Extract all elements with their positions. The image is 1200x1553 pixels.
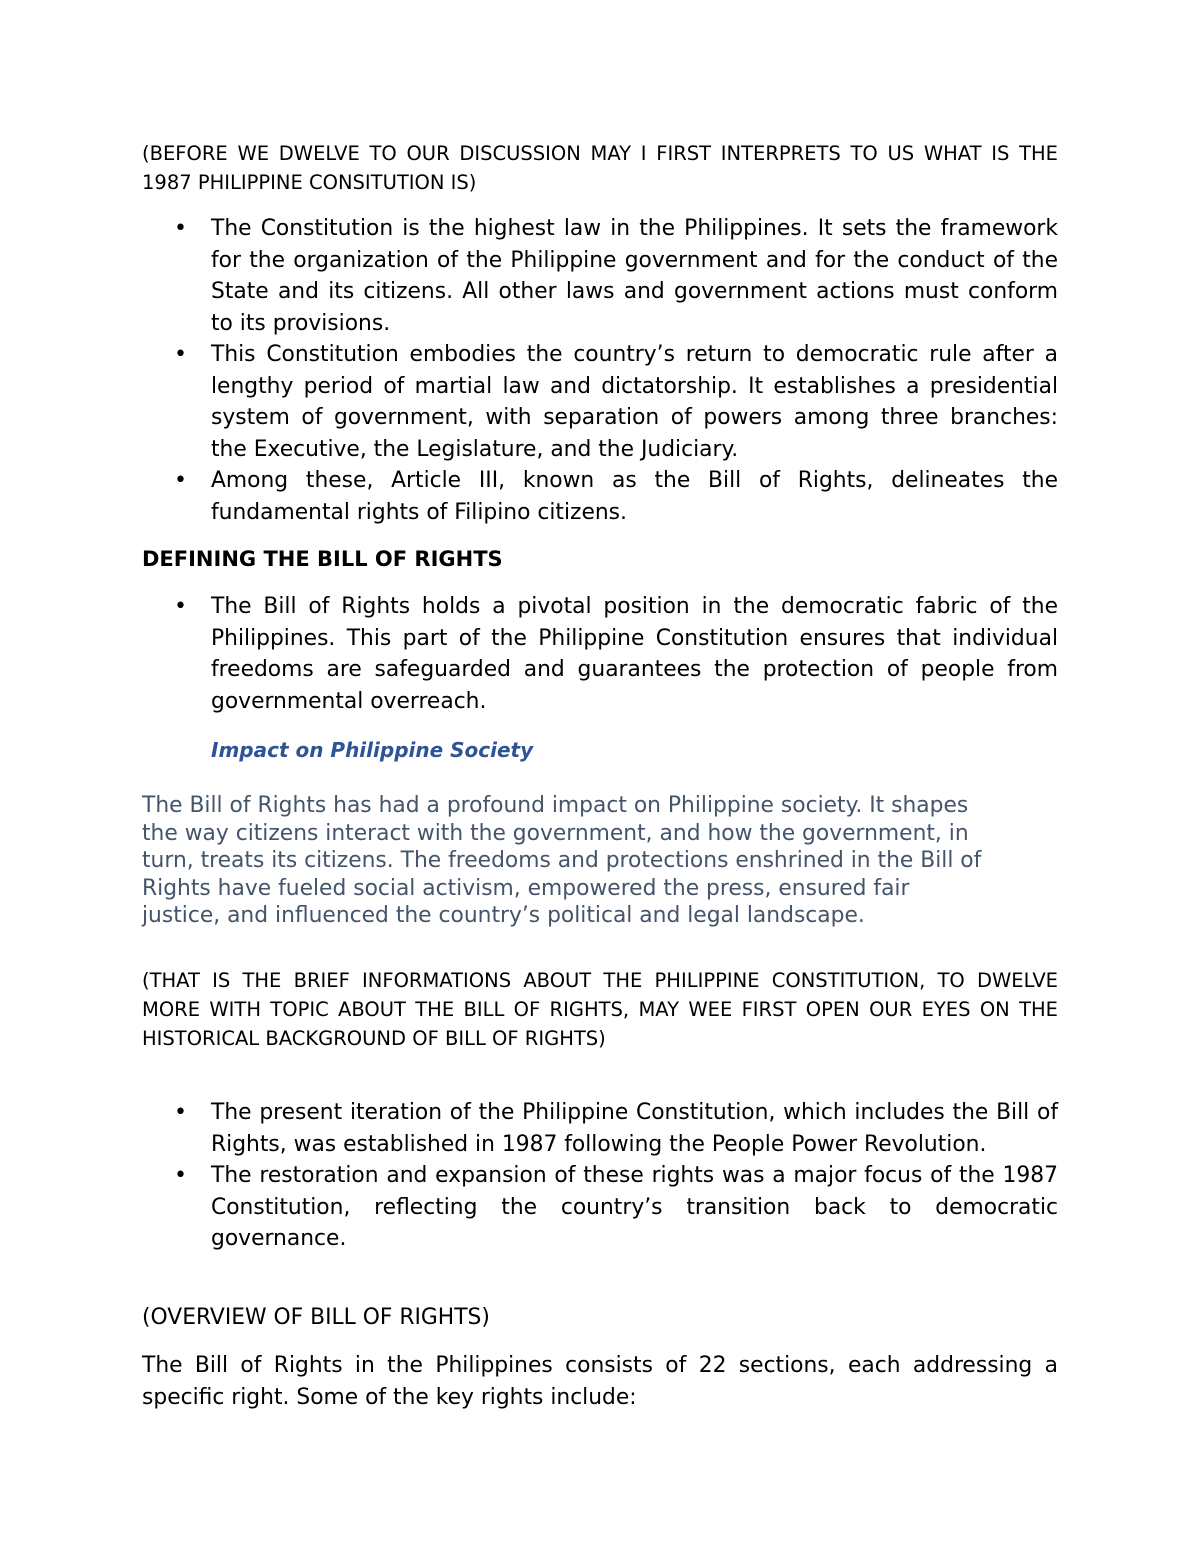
history-bullet-list bbox=[142, 1097, 1058, 1255]
transition-note: (THAT IS THE BRIEF INFORMATIONS ABOUT THE PHILIPPINE CONSTITUTION, TO DWELVE MORE WITH TOPIC ABOUT THE BILL OF RIGHTS, MAY WEE FIRST OPEN OUR EYES ON THE HISTORICAL BACKGROUND OF BILL OF RIGHTS) bbox=[142, 969, 1058, 1050]
bullet-icon: • bbox=[174, 216, 187, 241]
list-item bbox=[142, 1097, 1058, 1160]
list-item bbox=[142, 213, 1058, 339]
bullet-icon: • bbox=[174, 342, 187, 367]
bullet-icon: • bbox=[174, 594, 187, 619]
list-item bbox=[142, 1160, 1058, 1255]
intro-note: (BEFORE WE DWELVE TO OUR DISCUSSION MAY I FIRST INTERPRETS TO US WHAT IS THE 1987 PHILIPPINE CONSITUTION IS) bbox=[142, 142, 1058, 194]
impact-line: turn, treats its citizens. The freedoms and protections enshrined in the Bill of bbox=[142, 848, 982, 873]
impact-paragraph bbox=[142, 792, 1082, 930]
list-item bbox=[142, 339, 1058, 465]
list-item-text: This Constitution embodies the country’s return to democratic rule after a lengthy period of martial law and dictatorship. It establishes a presidential system of government, with separation of powers among three branches: the Executive, the Legislature, and the Judiciary. bbox=[211, 342, 1058, 462]
impact-line: justice, and influenced the country’s political and legal landscape. bbox=[142, 903, 865, 928]
overview-note: (OVERVIEW OF BILL OF RIGHTS) bbox=[142, 1305, 490, 1330]
overview-paragraph: The Bill of Rights in the Philippines consists of 22 sections, each addressing a specific right. Some of the key rights include: bbox=[142, 1353, 1058, 1410]
bullet-icon: • bbox=[174, 1100, 187, 1125]
list-item-text: The Constitution is the highest law in the Philippines. It sets the framework for the organization of the Philippine government and for the conduct of the State and its citizens. All other laws and government actions must conform to its provisions. bbox=[211, 216, 1058, 336]
impact-line: Rights have fueled social activism, empowered the press, ensured fair bbox=[142, 875, 910, 901]
list-item-text: The restoration and expansion of these rights was a major focus of the 1987 Constitution, reflecting the country’s transition back to democratic governance. bbox=[211, 1163, 1058, 1251]
impact-line: the way citizens interact with the government, and how the government, in bbox=[142, 820, 969, 846]
list-item-text: Among these, Article III, known as the Bill of Rights, delineates the fundamental rights of Filipino citizens. bbox=[211, 468, 1058, 525]
impact-subheading: Impact on Philippine Society bbox=[211, 738, 534, 762]
bullet-icon: • bbox=[174, 468, 187, 493]
list-item bbox=[142, 465, 1058, 528]
list-item-text: The present iteration of the Philippine Constitution, which includes the Bill of Rights, was established in 1987 following the People Power Revolution. bbox=[211, 1100, 1058, 1157]
list-item bbox=[142, 591, 1058, 717]
bullet-icon: • bbox=[174, 1163, 187, 1188]
impact-line: The Bill of Rights has had a profound impact on Philippine society. It shapes bbox=[142, 793, 969, 818]
constitution-bullet-list bbox=[142, 213, 1058, 528]
section-heading-defining: DEFINING THE BILL OF RIGHTS bbox=[142, 547, 503, 571]
list-item-text: The Bill of Rights holds a pivotal position in the democratic fabric of the Philippines. This part of the Philippine Constitution ensures that individual freedoms are safeguarded and guarantees the protection of people from governmental overreach. bbox=[211, 594, 1058, 714]
defining-bullet-list bbox=[142, 591, 1058, 717]
